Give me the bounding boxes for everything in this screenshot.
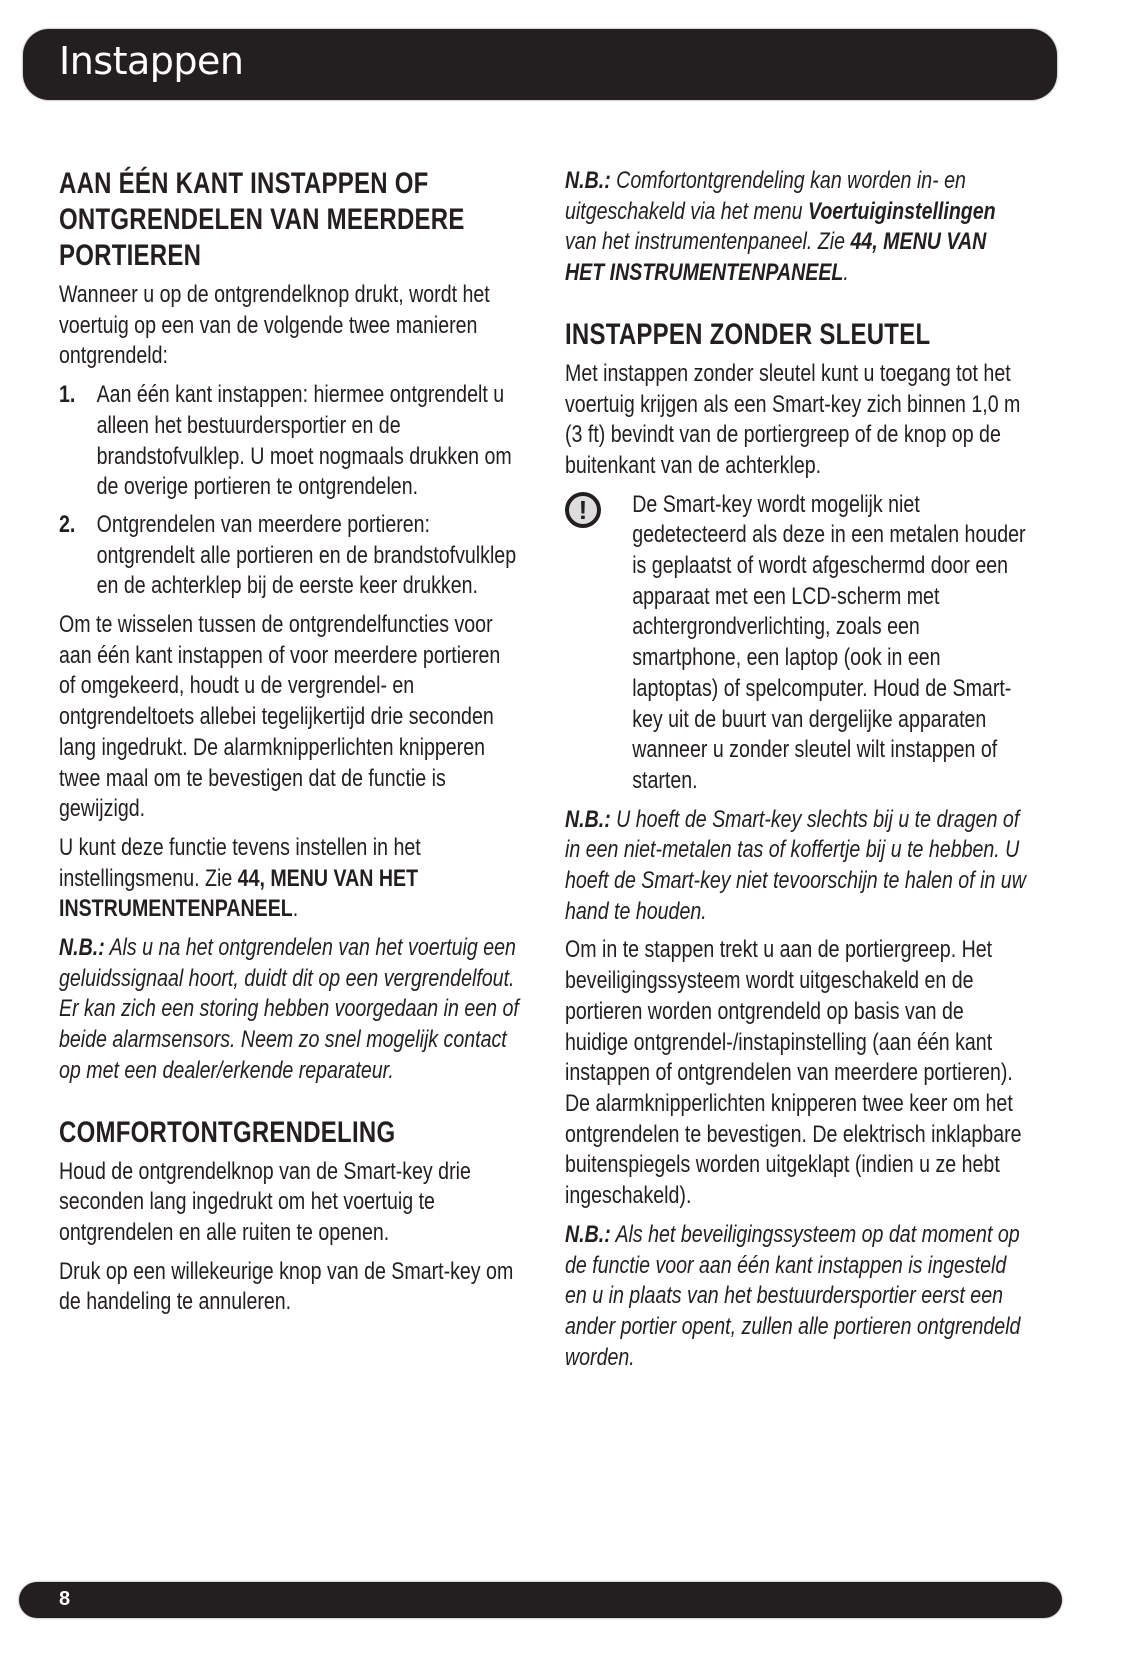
note-text: van het instrumentenpaneel. Zie bbox=[565, 228, 851, 256]
note-label: N.B.: bbox=[565, 1220, 611, 1248]
note bbox=[565, 1220, 1027, 1374]
punctuation: . bbox=[292, 895, 299, 923]
page-header-bar bbox=[23, 29, 1057, 100]
note bbox=[565, 166, 1027, 289]
paragraph: Druk op een willekeurige knop van de Smart-key om de handeling te annuleren. bbox=[59, 1257, 514, 1316]
note-label: N.B.: bbox=[565, 805, 611, 833]
cross-reference: 44, MENU VAN HET INSTRUMENTENPANEEL bbox=[565, 228, 987, 287]
paragraph: Wanneer u op de ontgrendelknop drukt, wordt het voertuig op een van de volgende twee manieren ontgrendeld: bbox=[59, 281, 490, 370]
list-item bbox=[59, 510, 520, 602]
paragraph: Met instappen zonder sleutel kunt u toegang tot het voertuig krijgen als een Smart-key zich binnen 1,0 m (3 ft) bevindt van de portiergreep of de knop op de buitenkant van de achterklep. bbox=[565, 359, 1021, 479]
punctuation: . bbox=[843, 259, 849, 287]
note-label: N.B.: bbox=[59, 934, 105, 962]
list-text: Aan één kant instappen: hiermee ontgrendelt u alleen het bestuurdersportier en de brandstofvulklep. U moet nogmaals drukken om de overige portieren te ontgrendelen. bbox=[96, 381, 512, 501]
section-heading: INSTAPPEN ZONDER SLEUTEL bbox=[565, 317, 931, 351]
paragraph: Om in te stappen trekt u aan de portiergreep. Het beveiligingssysteem wordt uitgeschakeld en de portieren worden ontgrendeld op basis van de huidige ontgrendel-/instapinstelling (aan één kant instappen of ontgrendelen van meerdere portieren). De alarmknipperlichten knipperen twee keer om het ontgrendelen te bevestigen. De elektrisch inklapbare buitenspiegels worden uitgeklapt (indien u ze hebt ingeschakeld). bbox=[565, 936, 1022, 1210]
note-text: U hoeft de Smart-key slechts bij u te dragen of in een niet-metalen tas of koffertje bij u te hebben. U hoeft de Smart-key niet tevoorschijn te halen of in uw hand te houden. bbox=[565, 805, 1026, 925]
warning-block bbox=[565, 490, 1027, 797]
paragraph bbox=[59, 833, 520, 925]
list-number: 1. bbox=[59, 381, 76, 409]
note bbox=[565, 805, 1027, 928]
page-footer-bar bbox=[19, 1582, 1062, 1618]
menu-name: Voertuiginstellingen bbox=[807, 197, 996, 225]
section-heading: AAN ÉÉN KANT INSTAPPEN OF ONTGRENDELEN VAN MEERDERE PORTIEREN bbox=[59, 167, 465, 272]
note-label: N.B.: bbox=[565, 167, 611, 194]
note-text: Comfortontgrendeling kan worden in- en uitgeschakeld via het menu bbox=[565, 167, 966, 225]
page-number: 8 bbox=[59, 1588, 71, 1610]
left-column bbox=[59, 166, 520, 1326]
section-heading: COMFORTONTGRENDELING bbox=[59, 1115, 396, 1149]
note-text: Als u na het ontgrendelen van het voertuig een geluidssignaal hoort, duidt dit op een vergrendelfout. Er kan zich een storing hebben voorgedaan in een of beide alarmsensors. Neem zo snel mogelijk contact op met een dealer/erkende reparateur. bbox=[59, 934, 519, 1084]
right-column bbox=[565, 166, 1027, 1381]
list-item bbox=[59, 380, 520, 503]
paragraph: Houd de ontgrendelknop van de Smart-key drie seconden lang ingedrukt om het voertuig te ontgrendelen en alle ruiten te openen. bbox=[59, 1157, 471, 1246]
list-number: 2. bbox=[59, 510, 76, 538]
note-text: Als het beveiligingssysteem op dat moment op de functie voor aan één kant instappen is ingesteld en u in plaats van het bestuurdersportier eerst een ander portier opent, zullen alle portieren ontgrendeld worden. bbox=[565, 1220, 1021, 1371]
list-text: Ontgrendelen van meerdere portieren: ontgrendelt alle portieren en de brandstofvulklep en de achterklep bij de eerste keer drukken. bbox=[96, 510, 517, 600]
warning-exclamation-icon: ! bbox=[565, 492, 601, 528]
page-title: Instappen bbox=[59, 39, 244, 83]
cross-reference: 44, MENU VAN HET INSTRUMENTENPANEEL bbox=[59, 864, 419, 923]
paragraph-text: U kunt deze functie tevens instellen in het instellingsmenu. Zie bbox=[59, 833, 421, 892]
numbered-list bbox=[59, 380, 520, 602]
paragraph: Om te wisselen tussen de ontgrendelfuncties voor aan één kant instappen of voor meerdere portieren of omgekeerd, houdt u de vergrendel- en ontgrendeltoets allebei tegelijkertijd drie seconden lang ingedrukt. De alarmknipperlichten knipperen twee maal om te bevestigen dat de functie is gewijzigd. bbox=[59, 611, 501, 823]
warning-text: De Smart-key wordt mogelijk niet gedetecteerd als deze in een metalen houder is geplaatst of wordt afgeschermd door een apparaat met een LCD-scherm met achtergrondverlichting, zoals een smartphone, een laptop (ook in een laptoptas) of spelcomputer. Houd de Smart-key uit de buurt van dergelijke apparaten wanneer u zonder sleutel wilt instappen of starten. bbox=[632, 490, 1026, 794]
note bbox=[59, 933, 520, 1087]
